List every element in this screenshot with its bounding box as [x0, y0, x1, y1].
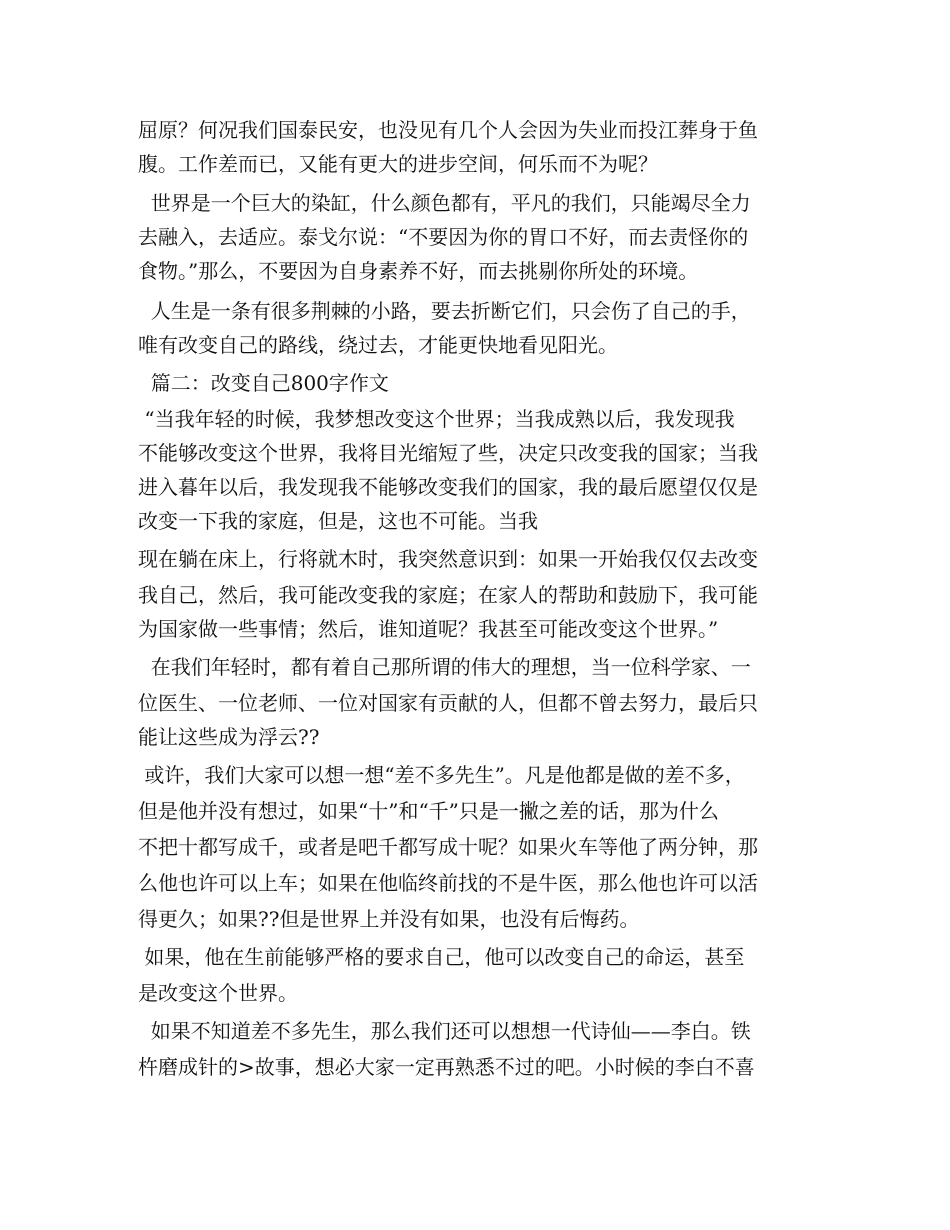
text-line: 得更久；如果??但是世界上并没有如果，也没有后悔药。 [138, 907, 640, 931]
text-line: 世界是一个巨大的染缸，什么颜色都有，平凡的我们，只能竭尽全力 [138, 191, 751, 215]
text-line: 进入暮年以后，我发现我不能够改变我们的国家，我的最后愿望仅仅是 [138, 475, 758, 499]
text-line: 我自己，然后，我可能改变我的家庭；在家人的帮助和鼓励下，我可能 [138, 583, 758, 607]
text-line: 或许，我们大家可以想一想“差不多先生”。凡是他都是做的差不多， [138, 763, 745, 787]
text-line: 食物。”那么，不要因为自身素养不好，而去挑剔你所处的环境。 [138, 259, 699, 283]
text-line: 如果，他在生前能够严格的要求自己，他可以改变自己的命运，甚至 [138, 945, 745, 969]
text-line: 腹。工作差而已，又能有更大的进步空间，何乐而不为呢？ [138, 152, 658, 176]
text-line: 为国家做一些事情；然后，谁知道呢？我甚至可能改变这个世界。” [138, 617, 719, 641]
text-line: 是改变这个世界。 [138, 981, 298, 1005]
text-line: 人生是一条有很多荆棘的小路，要去折断它们，只会伤了自己的手， [138, 299, 751, 323]
text-line: 能让这些成为浮云?? [138, 725, 320, 749]
text-line: 去融入，去适应。泰戈尔说：“不要因为你的胃口不好，而去责怪你的 [138, 225, 749, 249]
text-line: 屈原？何况我们国泰民安，也没见有几个人会因为失业而投江葬身于鱼 [138, 118, 758, 142]
text-line: 么他也许可以上车；如果在他临终前找的不是牛医，那么他也许可以活 [138, 871, 758, 895]
text-line: 但是他并没有想过，如果“十”和“千”只是一撇之差的话，那为什么 [138, 799, 719, 823]
text-line: 在我们年轻时，都有着自己那所谓的伟大的理想，当一位科学家、一 [138, 655, 751, 679]
text-line: 不能够改变这个世界，我将目光缩短了些，决定只改变我的国家；当我 [138, 441, 758, 465]
section-heading: 篇二：改变自己800字作文 [138, 371, 389, 395]
text-line: “当我年轻的时候，我梦想改变这个世界；当我成熟以后，我发现我 [138, 407, 735, 431]
text-line: 唯有改变自己的路线，绕过去，才能更快地看见阳光。 [138, 333, 618, 357]
text-line: 不把十都写成千，或者是吧千都写成十呢？如果火车等他了两分钟，那 [138, 835, 758, 859]
text-line: 现在躺在床上，行将就木时，我突然意识到：如果一开始我仅仅去改变 [138, 547, 758, 571]
text-line: 如果不知道差不多先生，那么我们还可以想想一代诗仙——李白。铁 [138, 1019, 751, 1043]
text-line: 改变一下我的家庭，但是，这也不可能。当我 [138, 509, 538, 533]
text-line: 位医生、一位老师、一位对国家有贡献的人，但都不曾去努力，最后只 [138, 691, 758, 715]
text-line: 杵磨成针的>故事，想必大家一定再熟悉不过的吧。小时候的李白不喜 [138, 1055, 755, 1079]
